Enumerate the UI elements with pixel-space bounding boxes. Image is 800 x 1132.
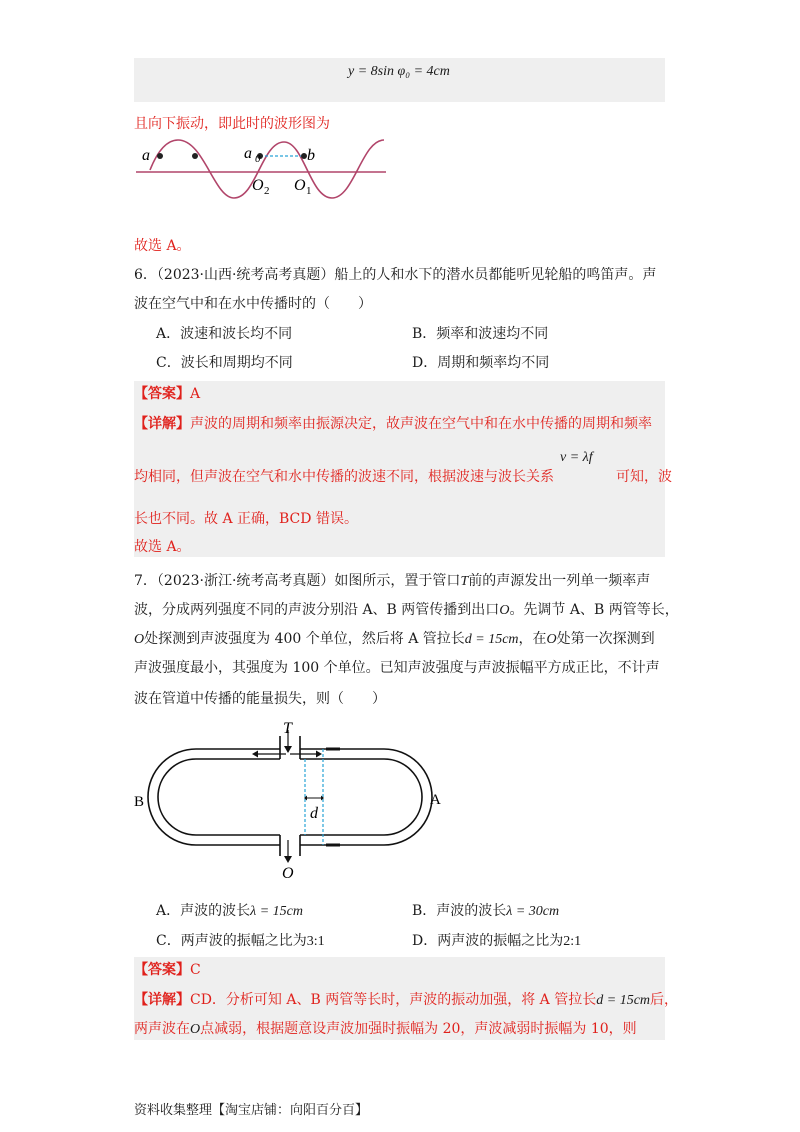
q7-answer xyxy=(134,960,201,980)
q7-stem-line5: 波在管道中传播的能量损失，则（ ） xyxy=(134,691,386,707)
q6-answer xyxy=(134,384,200,404)
q6-detail-line4: 故选 A。 xyxy=(134,539,191,555)
q6-detail-line3: 长也不同。故 A 正确，BCD 错误。 xyxy=(134,511,358,527)
page-footer: 资料收集整理【淘宝店铺：向阳百分百】 xyxy=(134,1103,369,1118)
q6-answer-tag: 【答案】 xyxy=(134,386,190,402)
label-O1-sub: 1 xyxy=(306,185,312,197)
q7-stem-line4: 声波强度最小，其强度为 100 个单位。已知声波强度与声波振幅平方成正比，不计声 xyxy=(134,660,660,676)
label-a0: a xyxy=(244,145,252,162)
q6-answer-value: A xyxy=(190,386,201,402)
inner-pipe xyxy=(158,759,422,835)
label-O1: O xyxy=(294,177,306,194)
q6-stem-line2: 波在空气中和在水中传播时的（ ） xyxy=(134,296,372,312)
label-O2: O xyxy=(252,177,264,194)
q6-option-d: D．周期和频率均不同 xyxy=(412,355,550,371)
wave-figure xyxy=(134,138,394,200)
label-T: T xyxy=(283,720,292,737)
label-a: a xyxy=(142,147,150,164)
label-a0-sub: 0 xyxy=(255,153,261,165)
q7-option-a: A．声波的波长λ = 15cm xyxy=(156,903,303,919)
top-answer: 故选 A。 xyxy=(134,238,191,254)
q7-option-d: D．两声波的振幅之比为2:1 xyxy=(412,933,582,949)
q7-option-b: B．声波的波长λ = 30cm xyxy=(412,903,560,919)
q6-detail-line1: 【详解】声波的周期和频率由振源决定，故声波在空气中和在水中传播的周期和频率 xyxy=(134,416,652,432)
label-O2-sub: 2 xyxy=(264,185,270,197)
q6-detail-tag: 【详解】 xyxy=(134,416,190,432)
outer-pipe xyxy=(148,749,432,845)
q6-option-a: A．波速和波长均不同 xyxy=(156,326,293,342)
label-A: A xyxy=(430,792,441,808)
q7-detail-tag: 【详解】 xyxy=(134,992,190,1008)
label-O: O xyxy=(282,865,294,882)
q6-detail-equation: v = λf xyxy=(560,450,593,465)
q7-stem-line2: 波，分成两列强度不同的声波分别沿 A、B 两管传播到出口O。先调节 A、B 两管等长， xyxy=(134,602,679,618)
q7-detail-line2: 两声波在O点减弱，根据题意设声波加强时振幅为 20，声波减弱时振幅为 10，则 xyxy=(134,1021,637,1037)
point-a xyxy=(157,153,163,159)
q6-option-b: B．频率和波速均不同 xyxy=(412,326,549,342)
label-d: d xyxy=(310,805,318,822)
q7-answer-tag: 【答案】 xyxy=(134,962,190,978)
q7-option-c: C．两声波的振幅之比为3:1 xyxy=(156,933,325,949)
q7-detail-line1: 【详解】CD．分析可知 A、B 两管等长时，声波的振动加强，将 A 管拉长d = 15cm后， xyxy=(134,992,679,1008)
q7-answer-value: C xyxy=(190,962,201,978)
q7-stem-line1: 7．（2023·浙江·统考高考真题）如图所示，置于管口T前的声源发出一列单一频率声 xyxy=(134,573,651,589)
point-mid xyxy=(192,153,198,159)
q6-option-c: C．波长和周期均不同 xyxy=(156,355,293,371)
pipe-figure xyxy=(130,716,450,882)
label-b: b xyxy=(307,147,315,164)
q6-detail-line2: 均相同，但声波在空气和水中传播的波速不同，根据波速与波长关系 可知，波 xyxy=(134,469,672,485)
q6-stem-line1: 6．（2023·山西·统考高考真题）船上的人和水下的潜水员都能听见轮船的鸣笛声。声 xyxy=(134,267,657,283)
label-B: B xyxy=(134,794,145,810)
top-equation: y = 8sin φ₀ = 4cm xyxy=(348,64,450,79)
top-line1: 且向下振动，即此时的波形图为 xyxy=(134,116,330,132)
q7-stem-line3: O处探测到声波强度为 400 个单位，然后将 A 管拉长d = 15cm，在O处第一次探测到 xyxy=(134,631,655,647)
